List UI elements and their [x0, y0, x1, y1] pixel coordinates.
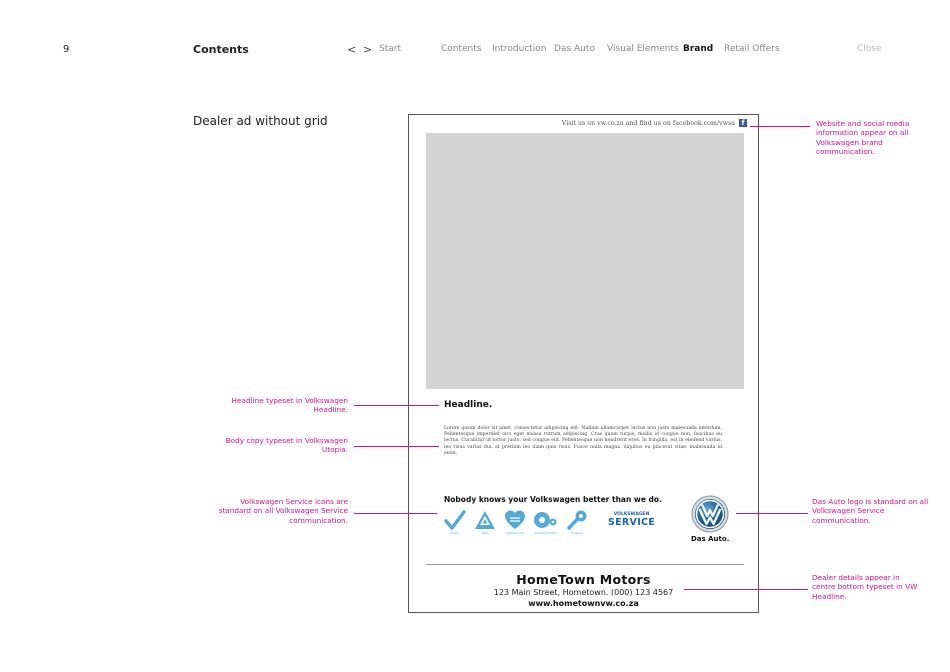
website-social-line: [562, 119, 747, 127]
image-placeholder: [426, 133, 744, 389]
checkmark-icon: [444, 509, 466, 531]
service-heading: Nobody knows your Volkswagen better than we do.: [444, 495, 662, 504]
dealer-details: [409, 572, 758, 608]
contents-title[interactable]: Contents: [193, 43, 249, 56]
service-icon-label: Value: [481, 532, 489, 535]
vw-service-small: VOLKSWAGEN: [613, 512, 650, 517]
section-title: Dealer ad without grid: [193, 114, 328, 128]
dealer-website: www.hometownvw.co.za: [528, 599, 639, 608]
vw-logo-icon: [691, 495, 729, 537]
nav-contents[interactable]: Contents: [441, 44, 482, 54]
start-link[interactable]: Start: [379, 44, 401, 54]
dealer-ad: [408, 114, 759, 613]
divider: [426, 564, 744, 565]
previous-page-button[interactable]: <: [347, 43, 357, 56]
service-icon-value: [472, 509, 498, 535]
vw-service-big: SERVICE: [608, 516, 656, 528]
service-icon-expertise: [564, 509, 590, 535]
vw-service-logo: [608, 513, 655, 527]
das-auto-wordmark: Das Auto.: [691, 535, 730, 543]
mountain-icon: [474, 509, 496, 531]
annotation-logo: Das Auto logo is standard on all Volkswagen Service communication.: [812, 497, 929, 525]
ad-headline: Headline.: [444, 400, 493, 410]
annotation-website: Website and social media information appear on all Volkswagen brand communication.: [816, 119, 910, 156]
annotation-headline: Headline typeset in Volkswagen Headline.: [231, 396, 348, 415]
website-social-text: Visit us on vw.co.za and find us on facebook.com/vwsa: [561, 119, 735, 127]
service-icons: [442, 509, 612, 541]
service-icon-label: Expertise: [571, 532, 583, 535]
service-icon-label: Volkswagen Parts: [534, 532, 556, 535]
service-icon-quality: [442, 509, 468, 535]
annotation-dealer: Dealer details appear in centre bottom typeset in VW Headline.: [812, 573, 918, 601]
leader-line: [684, 589, 808, 590]
dealer-name: HomeTown Motors: [516, 572, 651, 587]
annotation-body: Body copy typeset in Volkswagen Utopia.: [225, 436, 348, 455]
ad-body-copy: Lorem ipsum dolor sit amet, consectetur adipiscing elit. Nullam ullamcorper lectus non justo malesuada interdum. Pellentesque imperdiet orci eget massa rutrum adipiscing. Cras quam turpis, mollis id congue non, faucibus eu lectus. Curabitur id tortor justo, sed congue elit. Pellentesque non hendrerit eros. In fringilla, est in eleifend varius, leo risus varius dui, at pretium leo diam quis risus. Fusce nulla magna, dapibus eu placerat vitae, malesuada id enim.: [444, 426, 722, 456]
nav-brand[interactable]: Brand: [683, 44, 714, 54]
parts-icon: [533, 509, 557, 531]
wrench-icon: [566, 509, 588, 531]
dealer-address: 123 Main Street, Hometown. (000) 123 4567: [493, 588, 674, 597]
leader-line: [750, 126, 810, 127]
nav-visual-elements[interactable]: Visual Elements: [607, 44, 679, 54]
service-icon-parts: [532, 509, 558, 535]
close-button[interactable]: Close: [857, 44, 882, 54]
service-icon-customer-care: [502, 509, 528, 535]
leader-line: [354, 446, 439, 447]
nav-introduction[interactable]: Introduction: [492, 44, 547, 54]
leader-line: [354, 513, 437, 514]
service-icon-label: Customer Care: [505, 532, 525, 535]
leader-line: [354, 405, 439, 406]
facebook-icon: f: [739, 119, 747, 127]
page-number: 9: [63, 44, 70, 55]
nav-retail-offers[interactable]: Retail Offers: [724, 44, 780, 54]
nav-das-auto[interactable]: Das Auto: [554, 44, 595, 54]
service-icon-label: Quality: [450, 532, 460, 535]
next-page-button[interactable]: >: [363, 43, 373, 56]
heart-icon: [504, 509, 526, 531]
annotation-service: Volkswagen Service icons are standard on all Volkswagen Service communication.: [218, 497, 348, 525]
leader-line: [736, 513, 808, 514]
